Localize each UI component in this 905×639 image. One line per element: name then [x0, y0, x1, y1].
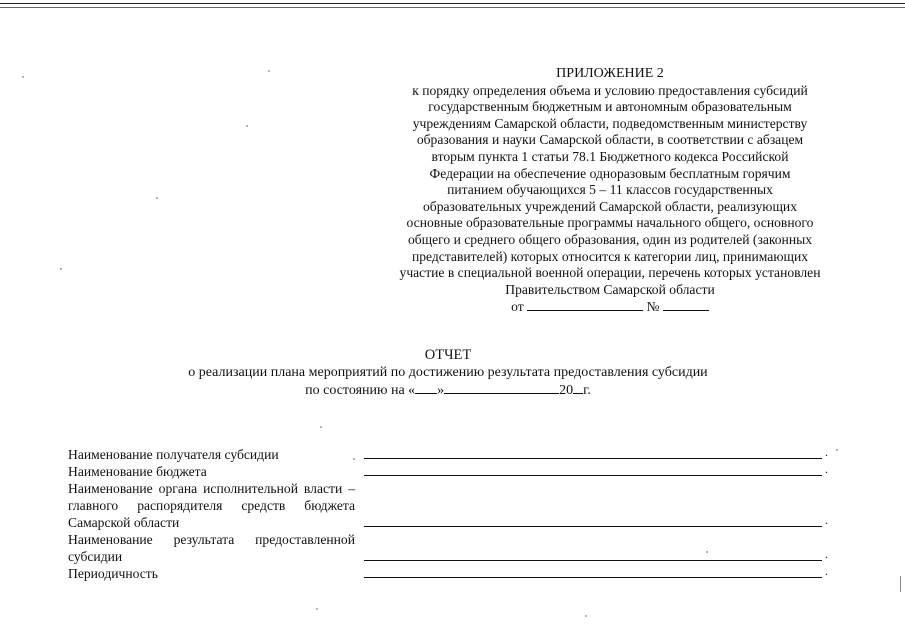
appendix-line-10: общего и среднего общего образования, один из родителей (законных — [407, 231, 813, 247]
scan-margin-mark — [900, 576, 901, 592]
report-header — [130, 347, 766, 399]
report-subtitle: о реализации плана мероприятий по достижению результата предоставления субсидии — [188, 365, 708, 380]
field-label: Наименование результата предоставленной субсидии — [68, 532, 355, 564]
scan-speck — [268, 70, 270, 72]
report-title: ОТЧЕТ — [424, 347, 472, 363]
report-year-blank — [573, 381, 583, 394]
appendix-title: ПРИЛОЖЕНИЕ 2 — [556, 66, 664, 81]
appendix-line-3: учреждениям Самарской области, подведомственным министерству — [412, 115, 808, 131]
appendix-from-label: от — [511, 299, 524, 315]
report-day-blank — [415, 381, 437, 394]
field-recipient-name — [68, 446, 838, 463]
field-result-name — [68, 531, 838, 565]
scan-speck — [156, 197, 158, 199]
report-date-suffix: г. — [583, 383, 591, 398]
field-line — [364, 458, 822, 459]
field-periodicity — [68, 565, 838, 582]
field-label: Наименование получателя субсидии — [68, 447, 279, 462]
field-label: Периодичность — [68, 566, 158, 581]
appendix-line-1: к порядку определения объема и условию предоставления субсидий — [412, 82, 808, 98]
report-date-prefix: по состоянию на « — [305, 383, 416, 398]
scan-speck — [320, 426, 322, 428]
appendix-number-blank — [663, 298, 709, 311]
field-label: Наименование бюджета — [68, 464, 207, 479]
appendix-line-4: образования и науки Самарской области, в соответствии с абзацем — [416, 132, 804, 148]
field-budget-name — [68, 463, 838, 480]
report-month-blank — [444, 381, 559, 394]
appendix-number-label: № — [646, 299, 660, 315]
appendix-line-11: представителей) которых относится к категории лиц, принимающих — [411, 248, 809, 264]
appendix-line-6: Федерации на обеспечение одноразовым бесплатным горячим — [429, 165, 791, 181]
appendix-line-8: образовательных учреждений Самарской области, реализующих — [422, 198, 798, 214]
scan-speck — [706, 551, 708, 553]
appendix-line-5: вторым пункта 1 статьи 78.1 Бюджетного кодекса Российской — [431, 148, 789, 164]
report-date-mid: » — [437, 383, 445, 398]
scan-speck — [22, 76, 24, 78]
field-line — [364, 526, 822, 527]
field-authority-name — [68, 480, 838, 531]
scan-speck — [60, 268, 62, 270]
appendix-date-blank — [527, 298, 643, 311]
scan-speck — [246, 125, 248, 127]
appendix-line-12: участие в специальной военной операции, перечень которых установлен — [399, 265, 821, 281]
report-date-line — [130, 381, 766, 399]
appendix-line-9: основные образовательные программы начального общего, основного — [406, 215, 814, 231]
scan-speck — [353, 458, 355, 460]
scan-speck — [585, 615, 587, 617]
appendix-line-7: питанием обучающихся 5 – 11 классов государственных — [447, 182, 773, 198]
appendix-block — [380, 66, 840, 316]
field-label: Наименование органа исполнительной власти – главного распорядителя средств бюджета Самарской области — [68, 481, 355, 530]
field-line — [364, 475, 822, 476]
page-top-border-secondary — [0, 7, 905, 8]
report-fields — [68, 446, 838, 582]
appendix-date-number — [380, 298, 840, 316]
field-line — [364, 577, 822, 578]
page-top-border — [0, 3, 905, 4]
field-line — [364, 560, 822, 561]
scan-speck — [836, 449, 838, 451]
scan-speck — [316, 608, 318, 610]
appendix-line-2: государственным бюджетным и автономным образовательным — [428, 99, 792, 115]
report-date-year: 20 — [559, 383, 574, 398]
appendix-line-13: Правительством Самарской области — [505, 281, 715, 297]
